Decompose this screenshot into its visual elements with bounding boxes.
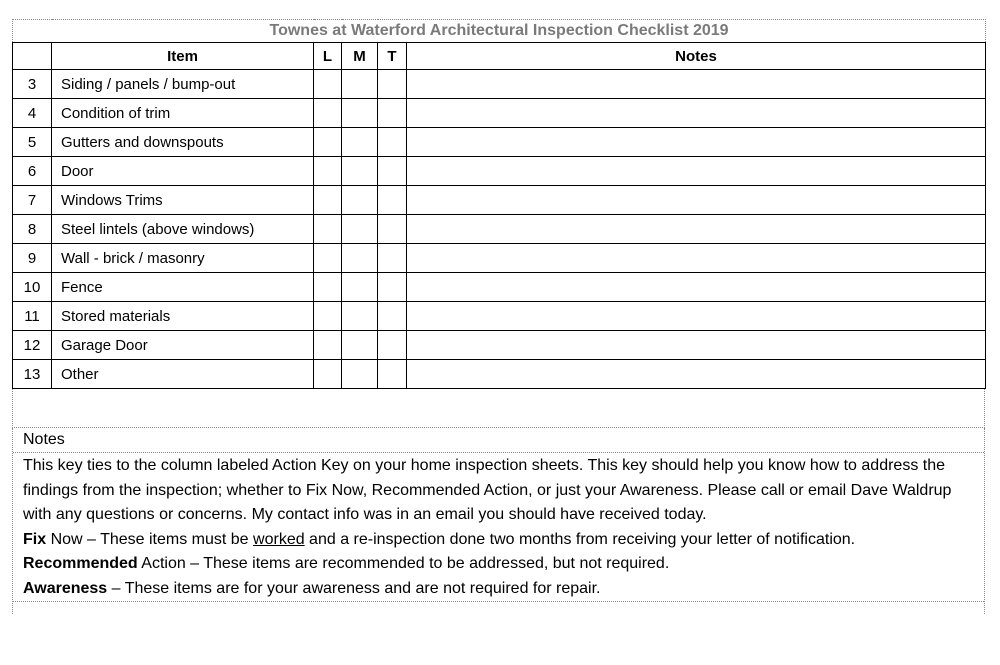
inspection-checklist — [12, 19, 985, 614]
table-row — [13, 302, 986, 331]
row-item: Door — [52, 157, 314, 186]
table-row — [13, 157, 986, 186]
row-m-cell[interactable] — [342, 244, 378, 273]
row-t-cell[interactable] — [378, 70, 407, 99]
fix-text-pre: Now – These items must be — [46, 530, 254, 548]
notes-awareness — [23, 577, 978, 602]
header-item: Item — [52, 43, 314, 70]
row-item: Windows Trims — [52, 186, 314, 215]
table-row — [13, 331, 986, 360]
row-item: Stored materials — [52, 302, 314, 331]
row-m-cell[interactable] — [342, 186, 378, 215]
row-l-cell[interactable] — [314, 99, 342, 128]
row-l-cell[interactable] — [314, 360, 342, 389]
fix-text-underlined: worked — [253, 530, 305, 548]
row-item: Steel lintels (above windows) — [52, 215, 314, 244]
row-l-cell[interactable] — [314, 302, 342, 331]
notes-intro: This key ties to the column labeled Action Key on your home inspection sheets. This key should help you know how to address the findings from the inspection; whether to Fix Now, Recommended Action, or just your Awareness. Please call or email Dave Waldrup with any questions or concerns. My contact info was in an email you should have received today. — [23, 457, 952, 523]
table-row — [13, 360, 986, 389]
row-t-cell[interactable] — [378, 302, 407, 331]
row-m-cell[interactable] — [342, 360, 378, 389]
fix-label: Fix — [23, 530, 47, 548]
table-row — [13, 70, 986, 99]
row-t-cell[interactable] — [378, 244, 407, 273]
row-item: Wall - brick / masonry — [52, 244, 314, 273]
table-row — [13, 99, 986, 128]
title-row — [13, 20, 986, 43]
row-m-cell[interactable] — [342, 128, 378, 157]
row-t-cell[interactable] — [378, 99, 407, 128]
row-l-cell[interactable] — [314, 128, 342, 157]
row-t-cell[interactable] — [378, 128, 407, 157]
notes-recommended — [23, 552, 978, 577]
notes-fix — [23, 528, 978, 553]
awareness-label: Awareness — [23, 579, 108, 597]
row-notes-cell[interactable] — [407, 273, 986, 302]
header-m: M — [342, 43, 378, 70]
row-notes-cell[interactable] — [407, 331, 986, 360]
row-number: 9 — [13, 244, 52, 273]
row-t-cell[interactable] — [378, 360, 407, 389]
recommended-label: Recommended — [23, 555, 138, 572]
row-l-cell[interactable] — [314, 215, 342, 244]
row-number: 3 — [13, 70, 52, 99]
row-l-cell[interactable] — [314, 244, 342, 273]
row-l-cell[interactable] — [314, 157, 342, 186]
row-m-cell[interactable] — [342, 99, 378, 128]
table-row — [13, 186, 986, 215]
row-number: 4 — [13, 99, 52, 128]
row-l-cell[interactable] — [314, 70, 342, 99]
row-item: Gutters and downspouts — [52, 128, 314, 157]
row-number: 12 — [13, 331, 52, 360]
row-notes-cell[interactable] — [407, 128, 986, 157]
row-number: 5 — [13, 128, 52, 157]
row-notes-cell[interactable] — [407, 99, 986, 128]
table-row — [13, 273, 986, 302]
row-t-cell[interactable] — [378, 186, 407, 215]
row-m-cell[interactable] — [342, 215, 378, 244]
header-l: L — [314, 43, 342, 70]
row-t-cell[interactable] — [378, 273, 407, 302]
awareness-text: – These items are for your awareness and are not required for repair. — [107, 579, 601, 597]
row-item: Fence — [52, 273, 314, 302]
row-number: 7 — [13, 186, 52, 215]
table-row — [13, 128, 986, 157]
notes-section — [12, 428, 985, 614]
fix-text-post: and a re-inspection done two months from receiving your letter of notification. — [304, 530, 856, 548]
row-m-cell[interactable] — [342, 157, 378, 186]
row-t-cell[interactable] — [378, 331, 407, 360]
row-m-cell[interactable] — [342, 331, 378, 360]
blank-row — [12, 389, 985, 428]
row-notes-cell[interactable] — [407, 302, 986, 331]
row-notes-cell[interactable] — [407, 157, 986, 186]
header-notes: Notes — [407, 43, 986, 70]
row-number: 6 — [13, 157, 52, 186]
table-row — [13, 244, 986, 273]
row-notes-cell[interactable] — [407, 360, 986, 389]
row-item: Other — [52, 360, 314, 389]
header-t: T — [378, 43, 407, 70]
row-notes-cell[interactable] — [407, 215, 986, 244]
row-item: Condition of trim — [52, 99, 314, 128]
row-l-cell[interactable] — [314, 331, 342, 360]
table-row — [13, 215, 986, 244]
row-number: 11 — [13, 302, 52, 331]
page-title: Townes at Waterford Architectural Inspection Checklist 2019 — [13, 20, 986, 43]
row-notes-cell[interactable] — [407, 244, 986, 273]
row-l-cell[interactable] — [314, 273, 342, 302]
row-m-cell[interactable] — [342, 273, 378, 302]
header-num — [13, 43, 52, 70]
row-item: Siding / panels / bump-out — [52, 70, 314, 99]
row-m-cell[interactable] — [342, 70, 378, 99]
row-t-cell[interactable] — [378, 215, 407, 244]
row-number: 8 — [13, 215, 52, 244]
notes-body — [23, 453, 978, 601]
row-t-cell[interactable] — [378, 157, 407, 186]
row-number: 10 — [13, 273, 52, 302]
row-number: 13 — [13, 360, 52, 389]
notes-heading: Notes — [13, 428, 984, 453]
row-l-cell[interactable] — [314, 186, 342, 215]
recommended-text: Action – These items are recommended to be addressed, but not required. — [137, 555, 670, 572]
bottom-divider — [13, 601, 984, 614]
row-item: Garage Door — [52, 331, 314, 360]
header-row — [13, 43, 986, 70]
row-notes-cell[interactable] — [407, 186, 986, 215]
checklist-table — [12, 19, 986, 389]
row-m-cell[interactable] — [342, 302, 378, 331]
row-notes-cell[interactable] — [407, 70, 986, 99]
